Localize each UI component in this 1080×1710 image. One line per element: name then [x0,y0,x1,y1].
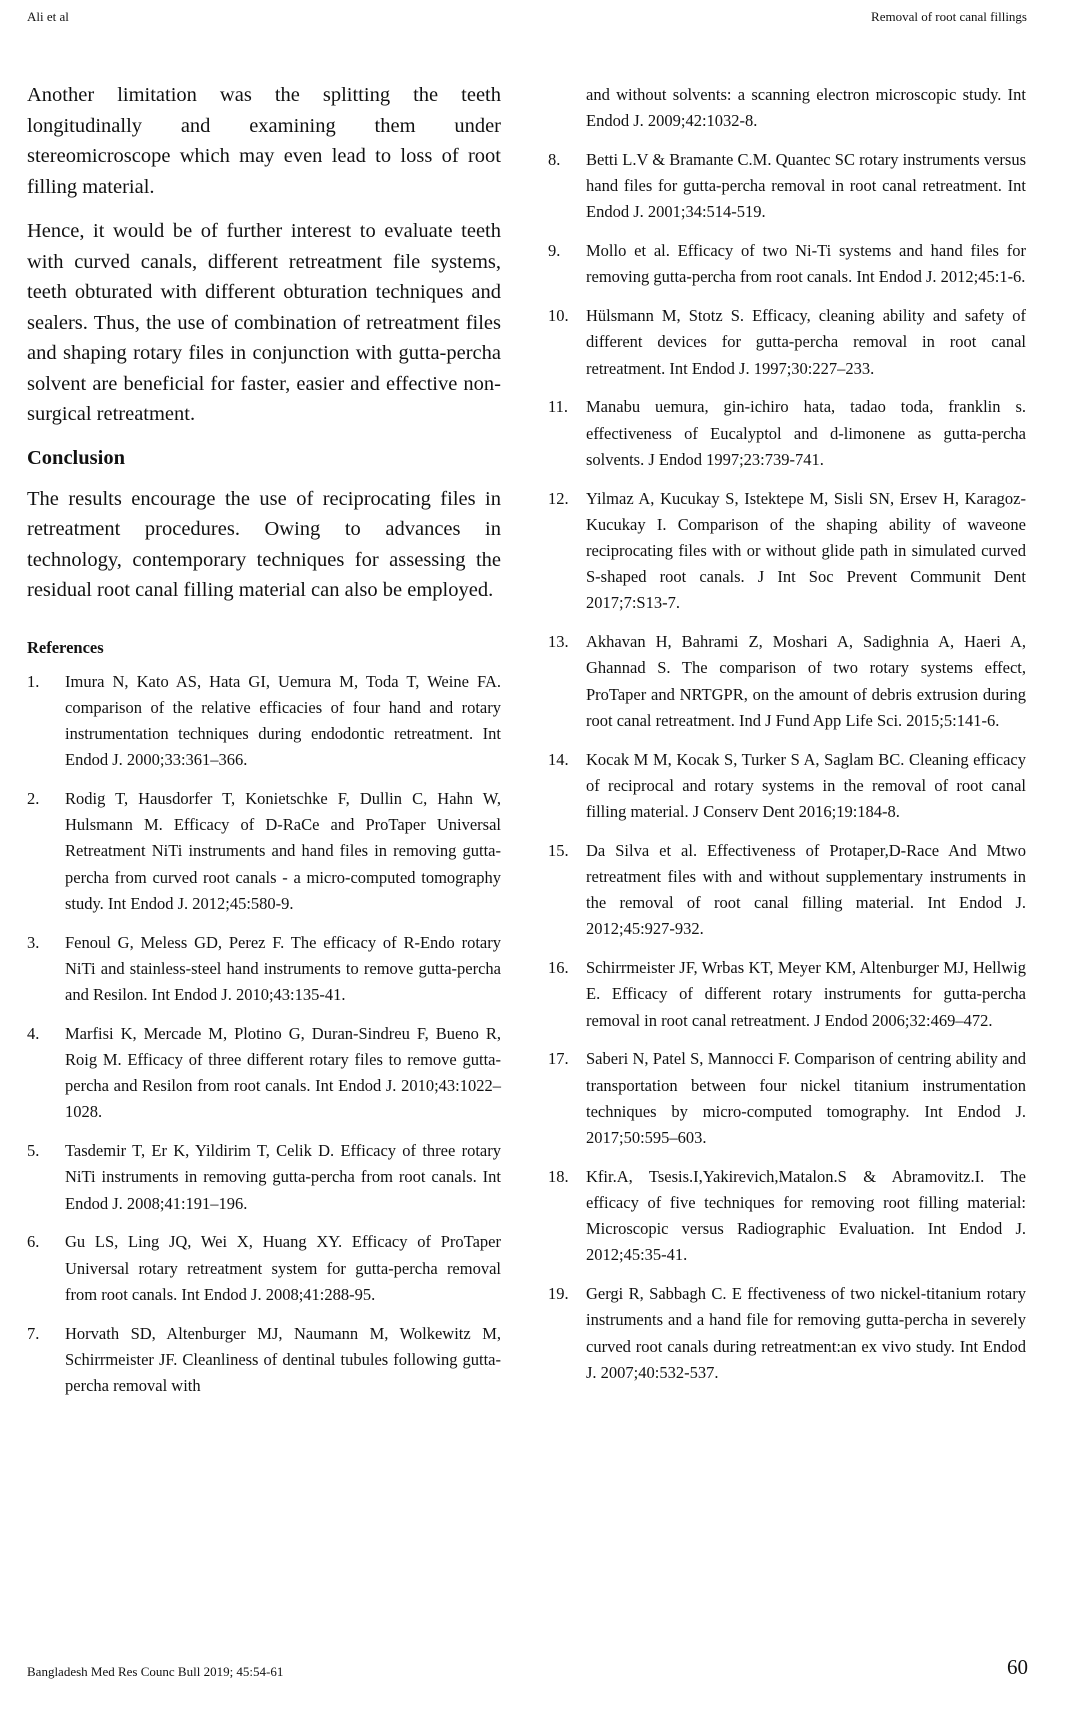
reference-item [27,930,501,1009]
reference-item [548,303,1026,382]
reference-item [27,669,501,774]
reference-number: 15. [548,840,569,860]
reference-item [548,838,1026,943]
reference-text: Tasdemir T, Er K, Yildirim T, Celik D. Efficacy of three rotary NiTi instruments in removing gutta-percha from root canals. Int Endod J. 2008;41:191–196. [65,1141,501,1213]
reference-text: Mollo et al. Efficacy of two Ni-Ti systems and hand files for removing gutta-percha from root canals. Int Endod J. 2012;45:1-6. [586,241,1026,287]
reference-number: 1. [27,671,40,691]
reference-number: 9. [548,241,561,261]
reference-text: Hülsmann M, Stotz S. Efficacy, cleaning ability and safety of different devices for gutta-percha removal in root canal retreatment. Int Endod J. 1997;30:227–233. [586,306,1026,378]
reference-item [27,1321,501,1400]
reference-text: Manabu uemura, gin-ichiro hata, tadao toda, franklin s. effectiveness of Eucalyptol and d-limonene as gutta-percha solvents. J Endod 1997;23:739-741. [586,397,1026,469]
reference-item [548,1046,1026,1151]
reference-text: Imura N, Kato AS, Hata GI, Uemura M, Toda T, Weine FA. comparison of the relative efficacies of four hand and rotary instrumentation techniques during endodontic retreatment. Int Endod J. 2000;33:361–366. [65,671,501,770]
reference-item [548,955,1026,1034]
conclusion-paragraph: The results encourage the use of reciprocating files in retreatment procedures. Owing to advances in technology, contemporary techniques for assessing the residual root canal filling material can also be employed. [27,487,501,601]
footer-journal-citation: Bangladesh Med Res Counc Bull 2019; 45:54-61 [27,1664,284,1679]
right-column [548,82,1026,1399]
reference-text: Betti L.V & Bramante C.M. Quantec SC rotary instruments versus hand files for gutta-percha removal in root canal retreatment. Int Endod J. 2001;34:514-519. [586,150,1026,222]
reference-text: Schirrmeister JF, Wrbas KT, Meyer KM, Altenburger MJ, Hellwig E. Efficacy of different rotary instruments for gutta-percha removal in root canal retreatment. J Endod 2006;32:469–472. [586,958,1026,1030]
running-head-title: Removal of root canal fillings [871,9,1027,24]
reference-text: Saberi N, Patel S, Mannocci F. Comparison of centring ability and transportation between four nickel titanium instrumentation techniques by micro-computed tomography. Int Endod J. 2017;50:595–603. [586,1049,1026,1148]
reference-item [548,394,1026,473]
reference-text: Gu LS, Ling JQ, Wei X, Huang XY. Efficacy of ProTaper Universal rotary retreatment system for gutta-percha removal from root canals. Int Endod J. 2008;41:288-95. [65,1232,501,1304]
reference-number: 14. [548,749,569,769]
reference-text: Yilmaz A, Kucukay S, Istektepe M, Sisli SN, Ersev H, Karagoz-Kucukay I. Comparison of the shaping ability of waveone reciprocating files with or without glide path in simulated curved S-shaped root canals. J Int Soc Prevent Communit Dent 2017;7:S13-7. [586,488,1026,613]
reference-item [27,1021,501,1126]
reference-number: 16. [548,958,569,978]
reference-number: 19. [548,1284,569,1304]
references-heading: References [27,637,104,657]
discussion-paragraph-2: Hence, it would be of further interest to evaluate teeth with curved canals, different retreatment file systems, teeth obturated with different obturation techniques and sealers. Thus, the use of combination of retreatment files and shaping rotary files in conjunction with gutta-percha solvent are beneficial for faster, easier and effective non-surgical retreatment. [27,220,501,425]
reference-item [27,786,501,917]
reference-text: Da Silva et al. Effectiveness of Protaper,D-Race And Mtwo retreatment files with and without supplementary instruments in the removal of root canal filling material. Int Endod J. 2012;45:927-932. [586,840,1026,939]
reference-item [27,1138,501,1217]
reference-number: 3. [27,932,40,952]
reference-number: 5. [27,1141,40,1161]
reference-item [548,1281,1026,1386]
reference-text: Marfisi K, Mercade M, Plotino G, Duran-Sindreu F, Bueno R, Roig M. Efficacy of three different rotary files to remove gutta-percha and Resilon from root canals. Int Endod J. 2010;43:1022–1028. [65,1023,501,1122]
reference-item [548,238,1026,290]
reference-text: Fenoul G, Meless GD, Perez F. The efficacy of R-Endo rotary NiTi and stainless-steel hand instruments to remove gutta-percha and Resilon. Int Endod J. 2010;43:135-41. [65,932,501,1004]
reference-item [548,629,1026,734]
page-number: 60 [1007,1655,1028,1679]
reference-7-continuation-text: and without solvents: a scanning electron microscopic study. Int Endod J. 2009;42:1032-8. [586,85,1026,131]
reference-item [548,1164,1026,1269]
reference-text: Kfir.A, Tsesis.I,Yakirevich,Matalon.S & Abramovitz.I. The efficacy of five techniques for removing root filling material: Microscopic versus Radiographic Evaluation. Int Endod J. 2012;45:35-41. [586,1166,1026,1265]
reference-number: 10. [548,306,569,326]
running-head-authors: Ali et al [27,9,69,24]
reference-text: Gergi R, Sabbagh C. E ffectiveness of two nickel-titanium rotary instruments and a hand file for removing gutta-percha in severely curved root canals during retreatment:an ex vivo study. Int Endod J. 2007;40:532-537. [586,1284,1026,1382]
reference-number: 6. [27,1232,40,1252]
reference-text: Horvath SD, Altenburger MJ, Naumann M, Wolkewitz M, Schirrmeister JF. Cleanliness of dentinal tubules following gutta-percha removal with [65,1323,501,1395]
reference-text: Akhavan H, Bahrami Z, Moshari A, Sadighnia A, Haeri A, Ghannad S. The comparison of two rotary systems effect, ProTaper and NRTGPR, on the amount of debris extrusion during root canal retreatment. Ind J Fund App Life Sci. 2015;5:141-6. [586,632,1026,730]
reference-number: 8. [548,150,561,169]
conclusion-heading: Conclusion [27,446,125,469]
discussion-paragraph-1: Another limitation was the splitting the teeth longitudinally and examining them under stereomicroscope which may even lead to loss of root filling material. [27,84,501,198]
left-column [27,80,501,1412]
reference-number: 17. [548,1049,569,1069]
reference-number: 4. [27,1023,40,1043]
reference-item [548,486,1026,617]
reference-number: 7. [27,1323,40,1343]
reference-number: 13. [548,632,569,652]
reference-continuation [548,82,1026,134]
reference-item [27,1229,501,1308]
reference-number: 2. [27,788,40,808]
reference-item [548,147,1026,226]
reference-item [548,747,1026,826]
reference-text: Rodig T, Hausdorfer T, Konietschke F, Dullin C, Hahn W, Hulsmann M. Efficacy of D-RaCe and ProTaper Universal Retreatment NiTi instruments and hand files in removing gutta-percha from curved root canals - a micro-computed tomography study. Int Endod J. 2012;45:580-9. [65,788,501,913]
reference-number: 11. [548,397,569,417]
reference-text: Kocak M M, Kocak S, Turker S A, Saglam BC. Cleaning efficacy of reciprocal and rotary systems in the removal of root canal filling material. J Conserv Dent 2016;19:184-8. [586,749,1026,822]
reference-number: 18. [548,1166,569,1186]
reference-number: 12. [548,488,569,508]
